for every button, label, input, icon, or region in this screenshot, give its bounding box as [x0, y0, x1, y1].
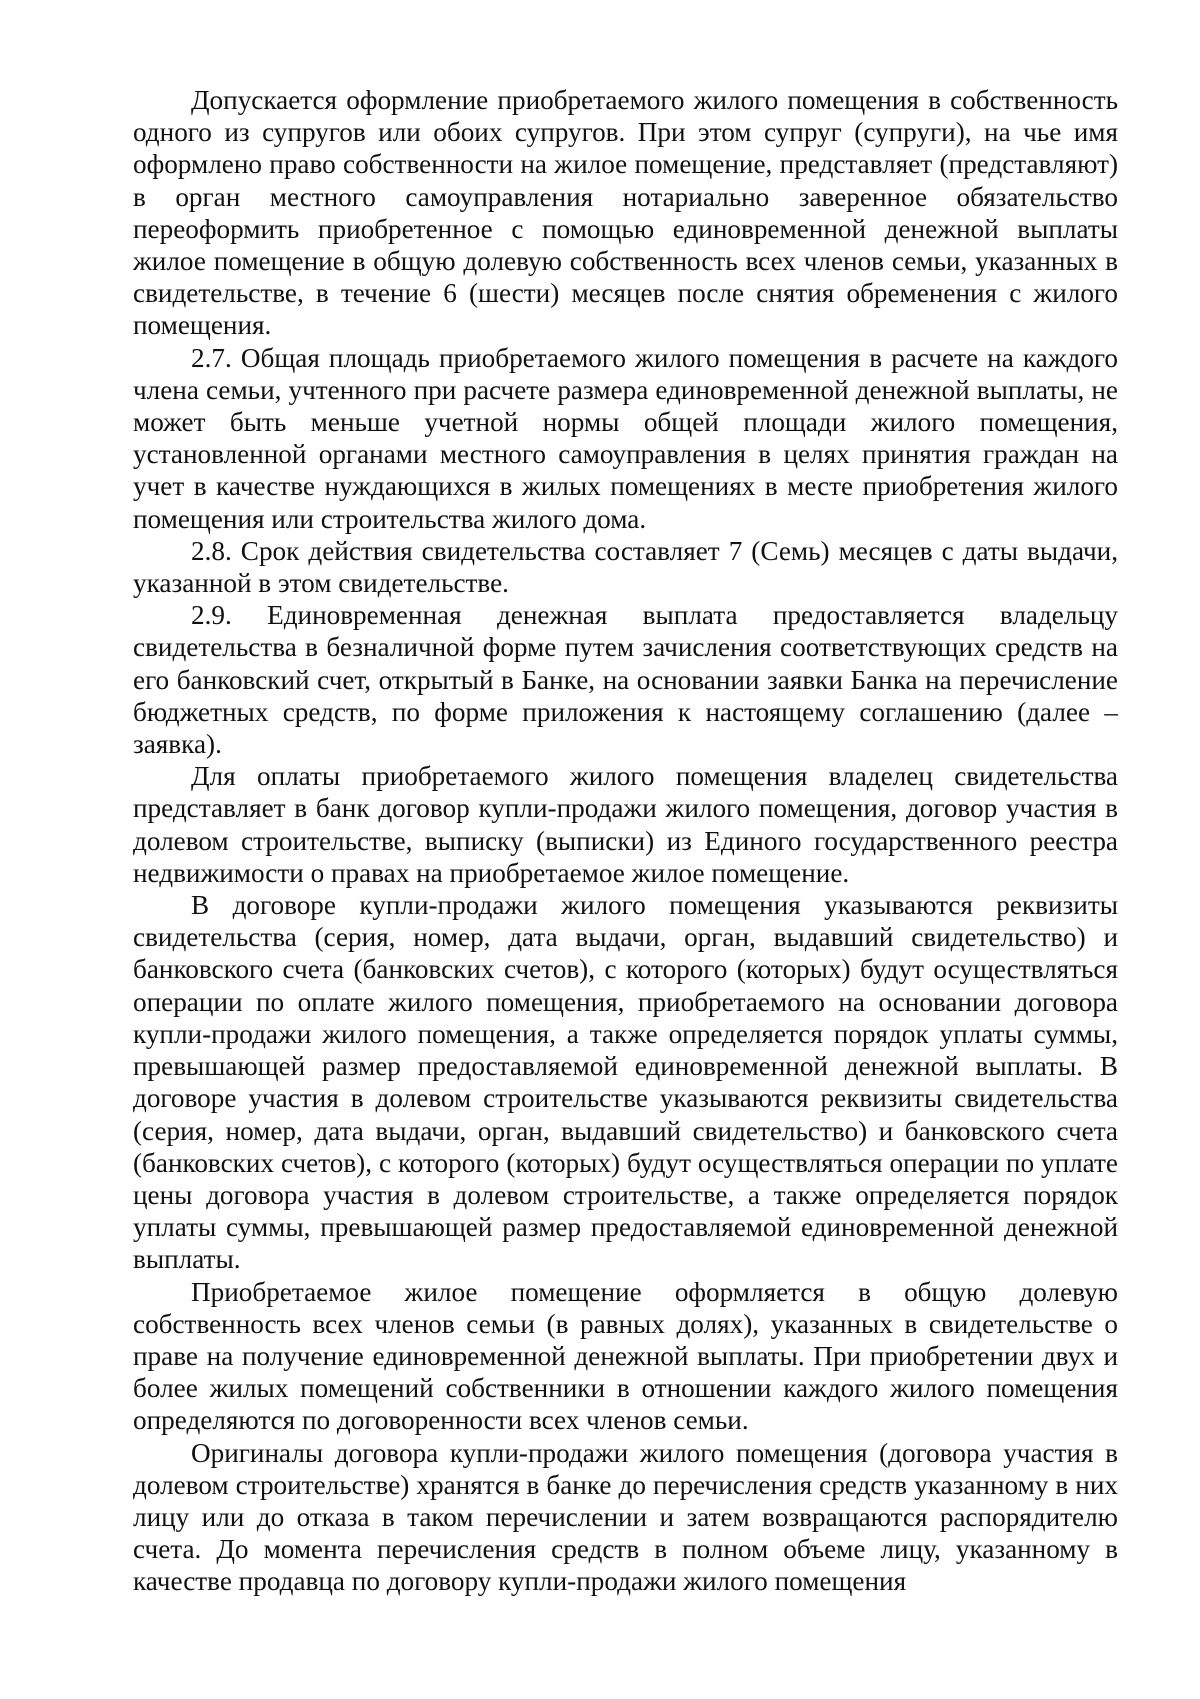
paragraph-2-9-payment: 2.9. Единовременная денежная выплата предоставляется владельцу свидетельства в безналичной форме путем зачисления соответствующих средств на его банковский счет, открытый в Банке, на основании заявки Банка на перечисление бюджетных средств, по форме приложения к настоящему соглашению (далее – заявка).: [133, 600, 1118, 760]
paragraph-2-8-certificate-validity: 2.8. Срок действия свидетельства составляет 7 (Семь) месяцев с даты выдачи, указанной в этом свидетельстве.: [133, 535, 1118, 599]
paragraph-2-7-total-area: 2.7. Общая площадь приобретаемого жилого помещения в расчете на каждого члена семьи, учтенного при расчете размера единовременной денежной выплаты, не может быть меньше учетной нормы общей площади жилого помещения, установленной органами местного самоуправления в целях принятия граждан на учет в качестве нуждающихся в жилых помещениях в месте приобретения жилого помещения или строительства жилого дома.: [133, 342, 1118, 534]
paragraph-contract-details: В договоре купли-продажи жилого помещения указываются реквизиты свидетельства (серия, номер, дата выдачи, орган, выдавший свидетельство) и банковского счета (банковских счетов), с которого (которых) будут осуществляться операции по оплате жилого помещения, приобретаемого на основании договора купли-продажи жилого помещения, а также определяется порядок уплаты суммы, превышающей размер предоставляемой единовременной денежной выплаты. В договоре участия в долевом строительстве указываются реквизиты свидетельства (серия, номер, дата выдачи, орган, выдавший свидетельство) и банковского счета (банковских счетов), с которого (которых) будут осуществляться операции по уплате цены договора участия в долевом строительстве, а также определяется порядок уплаты суммы, превышающей размер предоставляемой единовременной денежной выплаты.: [133, 890, 1118, 1275]
paragraph-contract-originals: Оригиналы договора купли-продажи жилого помещения (договора участия в долевом строительстве) хранятся в банке до перечисления средств указанному в них лицу или до отказа в таком перечислении и затем возвращаются распорядителю счета. До момента перечисления средств в полном объеме лицу, указанному в качестве продавца по договору купли-продажи жилого помещения: [133, 1437, 1118, 1597]
paragraph-ownership-registration: Допускается оформление приобретаемого жилого помещения в собственность одного из супругов или обоих супругов. При этом супруг (супруги), на чье имя оформлено право собственности на жилое помещение, представляет (представляют) в орган местного самоуправления нотариально заверенное обязательство переоформить приобретенное с помощью единовременной денежной выплаты жилое помещение в общую долевую собственность всех членов семьи, указанных в свидетельстве, в течение 6 (шести) месяцев после снятия обременения с жилого помещения.: [133, 85, 1118, 341]
paragraph-shared-ownership: Приобретаемое жилое помещение оформляется в общую долевую собственность всех членов семьи (в равных долях), указанных в свидетельстве о праве на получение единовременной денежной выплаты. При приобретении двух и более жилых помещений собственники в отношении каждого жилого помещения определяются по договоренности всех членов семьи.: [133, 1276, 1118, 1436]
paragraph-payment-documents: Для оплаты приобретаемого жилого помещения владелец свидетельства представляет в банк договор купли-продажи жилого помещения, договор участия в долевом строительстве, выписку (выписки) из Единого государственного реестра недвижимости о правах на приобретаемое жилое помещение.: [133, 761, 1118, 888]
